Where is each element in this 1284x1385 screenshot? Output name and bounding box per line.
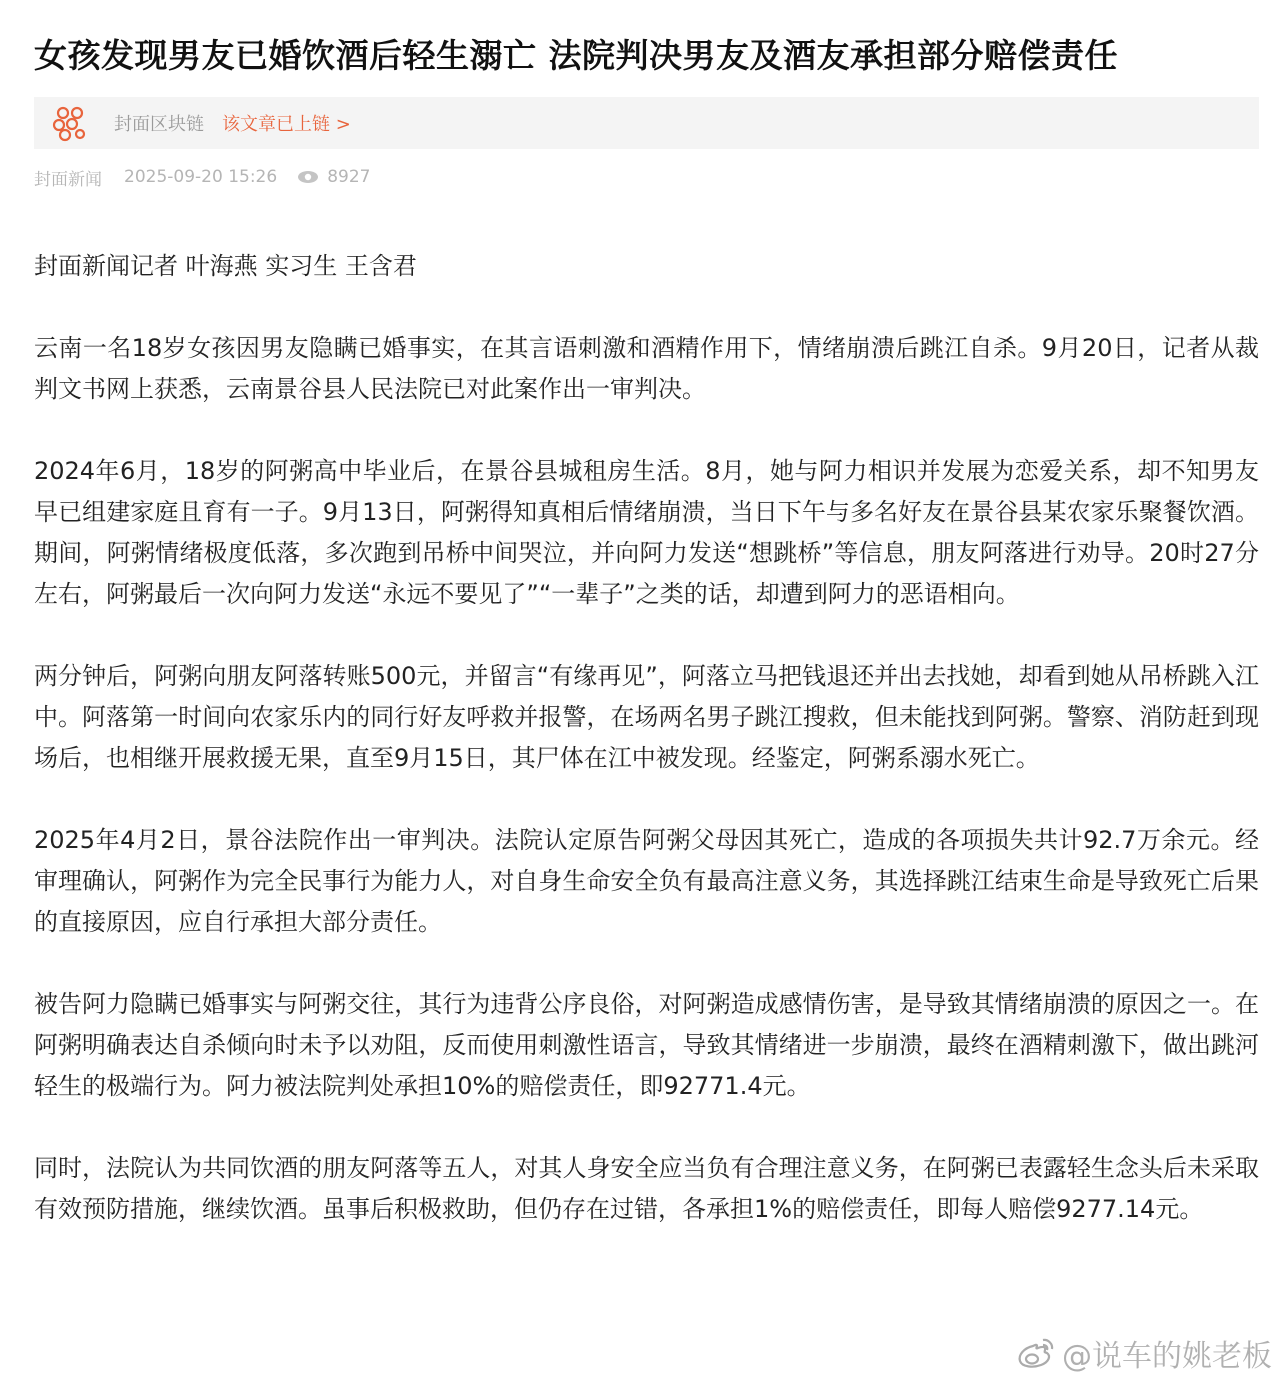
paragraph: 两分钟后，阿粥向朋友阿落转账500元，并留言“有缘再见”，阿落立马把钱退还并出去找她，却看到她从吊桥跳入江中。阿落第一时间向农家乐内的同行好友呼救并报警，在场两名男子跳江搜救，但未能找到阿粥。警察、消防赶到现场后，也相继开展救援无果，直至9月15日，其尸体在江中被发现。经鉴定，阿粥系溺水死亡。 xyxy=(34,662,1259,772)
article-title: 女孩发现男友已婚饮酒后轻生溺亡 法院判决男友及酒友承担部分赔偿责任 xyxy=(34,36,1118,75)
paragraph: 2024年6月，18岁的阿粥高中毕业后，在景谷县城租房生活。8月，她与阿力相识并发展为恋爱关系，却不知男友早已组建家庭且育有一子。9月13日，阿粥得知真相后情绪崩溃，当日下午与多名好友在景谷县某农家乐聚餐饮酒。期间，阿粥情绪极度低落，多次跑到吊桥中间哭泣，并向阿力发送“想跳桥”等信息，朋友阿落进行劝导。20时27分左右，阿粥最后一次向阿力发送“永远不要见了”“一辈子”之类的话，却遭到阿力的恶语相向。 xyxy=(34,457,1259,608)
on-chain-link[interactable]: 该文章已上链 > xyxy=(222,114,351,135)
blockchain-label: 封面区块链 xyxy=(114,114,204,135)
paragraph: 封面新闻记者 叶海燕 实习生 王含君 xyxy=(34,252,417,280)
paragraph: 被告阿力隐瞒已婚事实与阿粥交往，其行为违背公序良俗，对阿粥造成感情伤害，是导致其情绪崩溃的原因之一。在阿粥明确表达自杀倾向时未予以劝阻，反而使用刺激性语言，导致其情绪进一步崩溃，最终在酒精刺激下，做出跳河轻生的极端行为。阿力被法院判处承担10%的赔偿责任，即92771.4元。 xyxy=(34,990,1259,1100)
blockchain-bar xyxy=(34,97,1259,149)
weibo-watermark xyxy=(1016,1331,1272,1375)
watermark-text: @说车的姚老板 xyxy=(1062,1339,1272,1374)
publish-time: 2025-09-20 15:26 xyxy=(124,167,278,187)
paragraph: 2025年4月2日，景谷法院作出一审判决。法院认定原告阿粥父母因其死亡，造成的各项损失共计92.7万余元。经审理确认，阿粥作为完全民事行为能力人，对自身生命安全负有最高注意义务，其选择跳江结束生命是导致死亡后果的直接原因，应自行承担大部分责任。 xyxy=(34,826,1259,936)
view-count: 8927 xyxy=(327,167,371,187)
article-body xyxy=(34,246,1259,1271)
article-meta xyxy=(34,163,370,191)
weibo-icon xyxy=(1016,1336,1056,1370)
paragraph: 同时，法院认为共同饮酒的朋友阿落等五人，对其人身安全应当负有合理注意义务，在阿粥已表露轻生念头后未采取有效预防措施，继续饮酒。虽事后积极救助，但仍存在过错，各承担1%的赔偿责任，即每人赔偿9277.14元。 xyxy=(34,1154,1259,1223)
blockchain-logo-icon xyxy=(50,103,90,143)
news-source[interactable]: 封面新闻 xyxy=(34,169,102,190)
eye-icon xyxy=(297,170,319,184)
paragraph: 云南一名18岁女孩因男友隐瞒已婚事实，在其言语刺激和酒精作用下，情绪崩溃后跳江自杀。9月20日，记者从裁判文书网上获悉，云南景谷县人民法院已对此案作出一审判决。 xyxy=(34,334,1259,403)
